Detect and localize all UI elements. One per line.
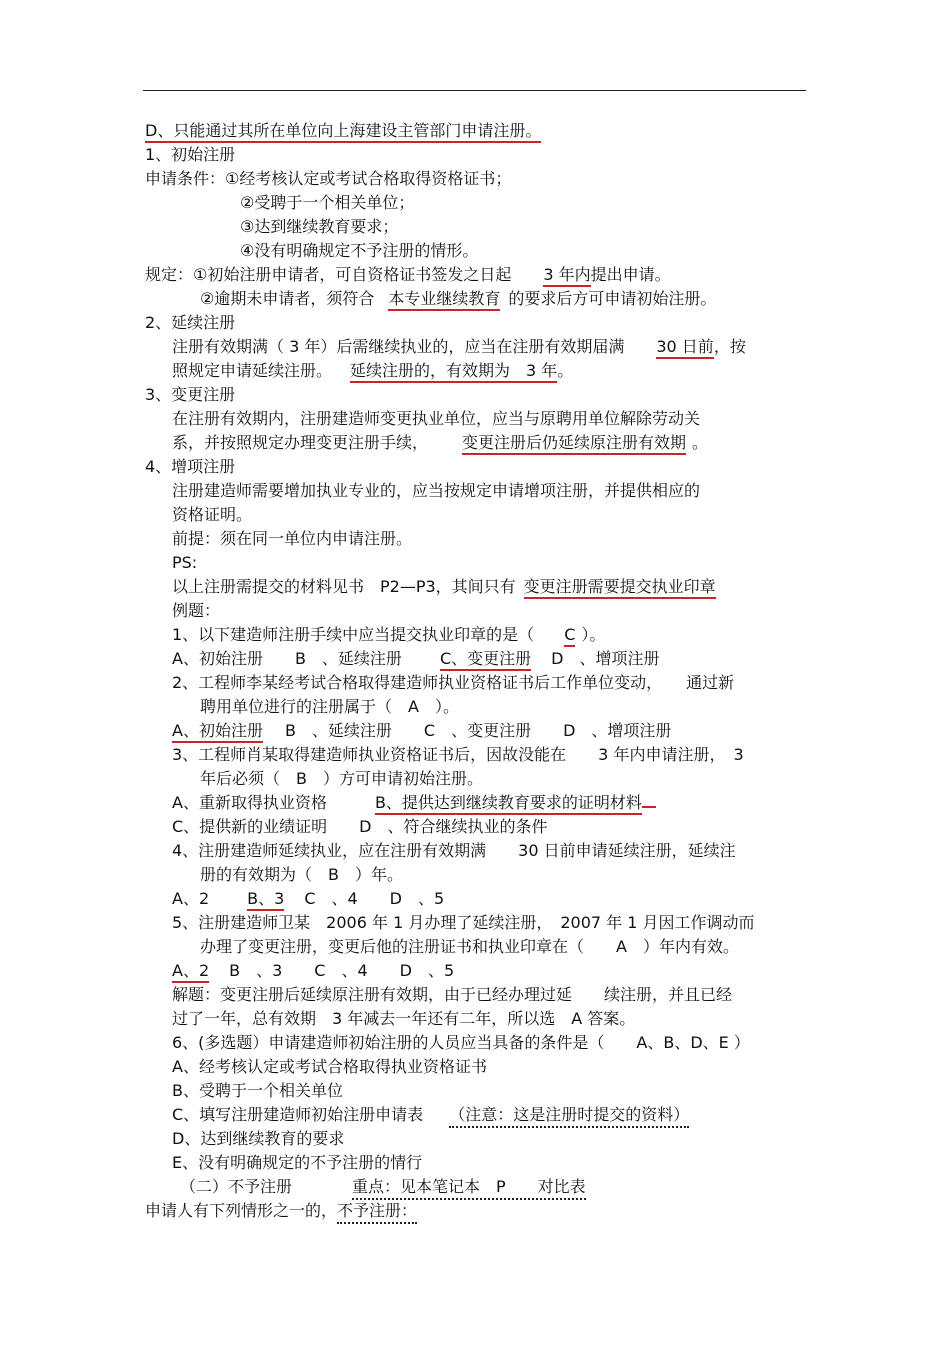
rule-1: 规定：①初始注册申请者，可自资格证书签发之日起 3 年内提出申请。 <box>145 265 671 285</box>
examples-heading: 例题： <box>172 601 221 620</box>
section-renewal: 2、延续注册 <box>145 313 236 332</box>
section-initial-registration: 1、初始注册 <box>145 145 236 164</box>
answer-underline: A、2 <box>172 961 209 983</box>
answer-underline: C <box>564 625 575 647</box>
condition-3: ③达到继续教育要求； <box>240 217 399 236</box>
section-change: 3、变更注册 <box>145 385 236 404</box>
question-1-options: A、初始注册 B 、延续注册 C、变更注册 D 、增项注册 <box>172 649 659 669</box>
add-item-line-2: 资格证明。 <box>172 505 253 524</box>
answer-underline: A、初始注册 <box>172 721 263 743</box>
answer-underline: 30 日前 <box>656 337 713 359</box>
question-3-options-2: C、提供新的业绩证明 D 、符合继续执业的条件 <box>172 817 548 836</box>
question-6-option-a: A、经考核认定或考试合格取得执业资格证书 <box>172 1057 487 1076</box>
question-5-line-1: 5、注册建造师卫某 2006 年 1 月办理了延续注册， 2007 年 1 月因工作调动而 <box>172 913 755 932</box>
question-4-line-1: 4、注册建造师延续执业，应在注册有效期满 30 日前申请延续注册，延续注 <box>172 841 736 860</box>
question-2-options: A、初始注册 B 、延续注册 C 、变更注册 D 、增项注册 <box>172 721 671 741</box>
answer-underline: 3 年内 <box>543 265 590 287</box>
question-4-line-2: 册的有效期为（ B ）年。 <box>200 865 403 884</box>
answer-underline: 延续注册的，有效期为 3 年 <box>350 361 557 383</box>
rule-2: ②逾期未申请者，须符合 本专业继续教育 的要求后方可申请初始注册。 <box>200 289 716 309</box>
condition-4: ④没有明确规定不予注册的情形。 <box>240 241 479 260</box>
condition-2: ②受聘于一个相关单位； <box>240 193 415 212</box>
add-item-line-1: 注册建造师需要增加执业专业的，应当按规定申请增项注册，并提供相应的 <box>172 481 701 500</box>
answer-underline: C、变更注册 <box>440 649 531 671</box>
no-registration-intro: 申请人有下列情形之一的，不予注册： <box>145 1201 417 1221</box>
renewal-line-1: 注册有效期满（ 3 年）后需继续执业的，应当在注册有效期届满 30 日前，按 <box>172 337 746 357</box>
question-4-options: A、2 B、3 C 、4 D 、5 <box>172 889 444 909</box>
question-2-line-1: 2、工程师李某经考试合格取得建造师执业资格证书后工作单位变动， 通过新 <box>172 673 735 692</box>
question-6-option-c: C、填写注册建造师初始注册申请表 （注意：这是注册时提交的资料） <box>172 1105 689 1125</box>
section-add-item: 4、增项注册 <box>145 457 236 476</box>
answer-underline: 本专业继续教育 <box>388 289 500 311</box>
emphasis-dots: 不予注册： <box>337 1201 417 1224</box>
question-3-line-1: 3、工程师肖某取得建造师执业资格证书后，因故没能在 3 年内申请注册， 3 <box>172 745 744 764</box>
question-6: 6、(多选题）申请建造师初始注册的人员应当具备的条件是（ A、B、D、E ） <box>172 1033 750 1052</box>
materials-line: 以上注册需提交的材料见书 P2—P3，其间只有 变更注册需要提交执业印章 <box>172 577 716 597</box>
conditions-line: 申请条件：①经考核认定或考试合格取得资格证书； <box>145 169 512 188</box>
section-no-registration: （二）不予注册 重点：见本笔记本 P 对比表 <box>180 1177 586 1197</box>
question-6-option-d: D、达到继续教育的要求 <box>172 1129 345 1148</box>
option-d-line <box>145 121 541 141</box>
solution-line-1: 解题：变更注册后延续原注册有效期，由于已经办理过延 续注册，并且已经 <box>172 985 733 1004</box>
question-3-line-2: 年后必须（ B ）方可申请初始注册。 <box>200 769 483 788</box>
question-6-option-e: E、没有明确规定的不予注册的情行 <box>172 1153 423 1172</box>
premise-line: 前提：须在同一单位内申请注册。 <box>172 529 413 548</box>
renewal-line-2: 照规定申请延续注册。 延续注册的，有效期为 3 年。 <box>172 361 573 381</box>
answer-underline: B、提供达到继续教育要求的证明材料 <box>375 793 642 815</box>
ps-label: PS: <box>172 553 198 572</box>
emphasis-dots: 重点：见本笔记本 P 对比表 <box>352 1177 586 1200</box>
answer-underline: 变更注册需要提交执业印章 <box>524 577 716 599</box>
change-line-1: 在注册有效期内，注册建造师变更执业单位，应当与原聘用单位解除劳动关 <box>172 409 701 428</box>
question-5-options: A、2 B 、3 C 、4 D 、5 <box>172 961 454 981</box>
question-6-option-b: B、受聘于一个相关单位 <box>172 1081 343 1100</box>
solution-line-2: 过了一年，总有效期 3 年减去一年还有二年，所以选 A 答案。 <box>172 1009 636 1028</box>
question-1: 1、以下建造师注册手续中应当提交执业印章的是（ C ）。 <box>172 625 605 645</box>
question-5-line-2: 办理了变更注册，变更后他的注册证书和执业印章在（ A ）年内有效。 <box>200 937 739 956</box>
question-2-line-2: 聘用单位进行的注册属于（ A ）。 <box>200 697 459 716</box>
answer-underline: 变更注册后仍延续原注册有效期 <box>462 433 686 455</box>
header-rule <box>143 90 806 91</box>
answer-underline: D、只能通过其所在单位向上海建设主管部门申请注册。 <box>145 121 541 143</box>
emphasis-dots: （注意：这是注册时提交的资料） <box>449 1105 689 1128</box>
question-3-options-1: A、重新取得执业资格 B、提供达到继续教育要求的证明材料 <box>172 793 656 813</box>
answer-underline: B、3 <box>247 889 284 911</box>
change-line-2: 系，并按照规定办理变更注册手续， 变更注册后仍延续原注册有效期 。 <box>172 433 708 453</box>
